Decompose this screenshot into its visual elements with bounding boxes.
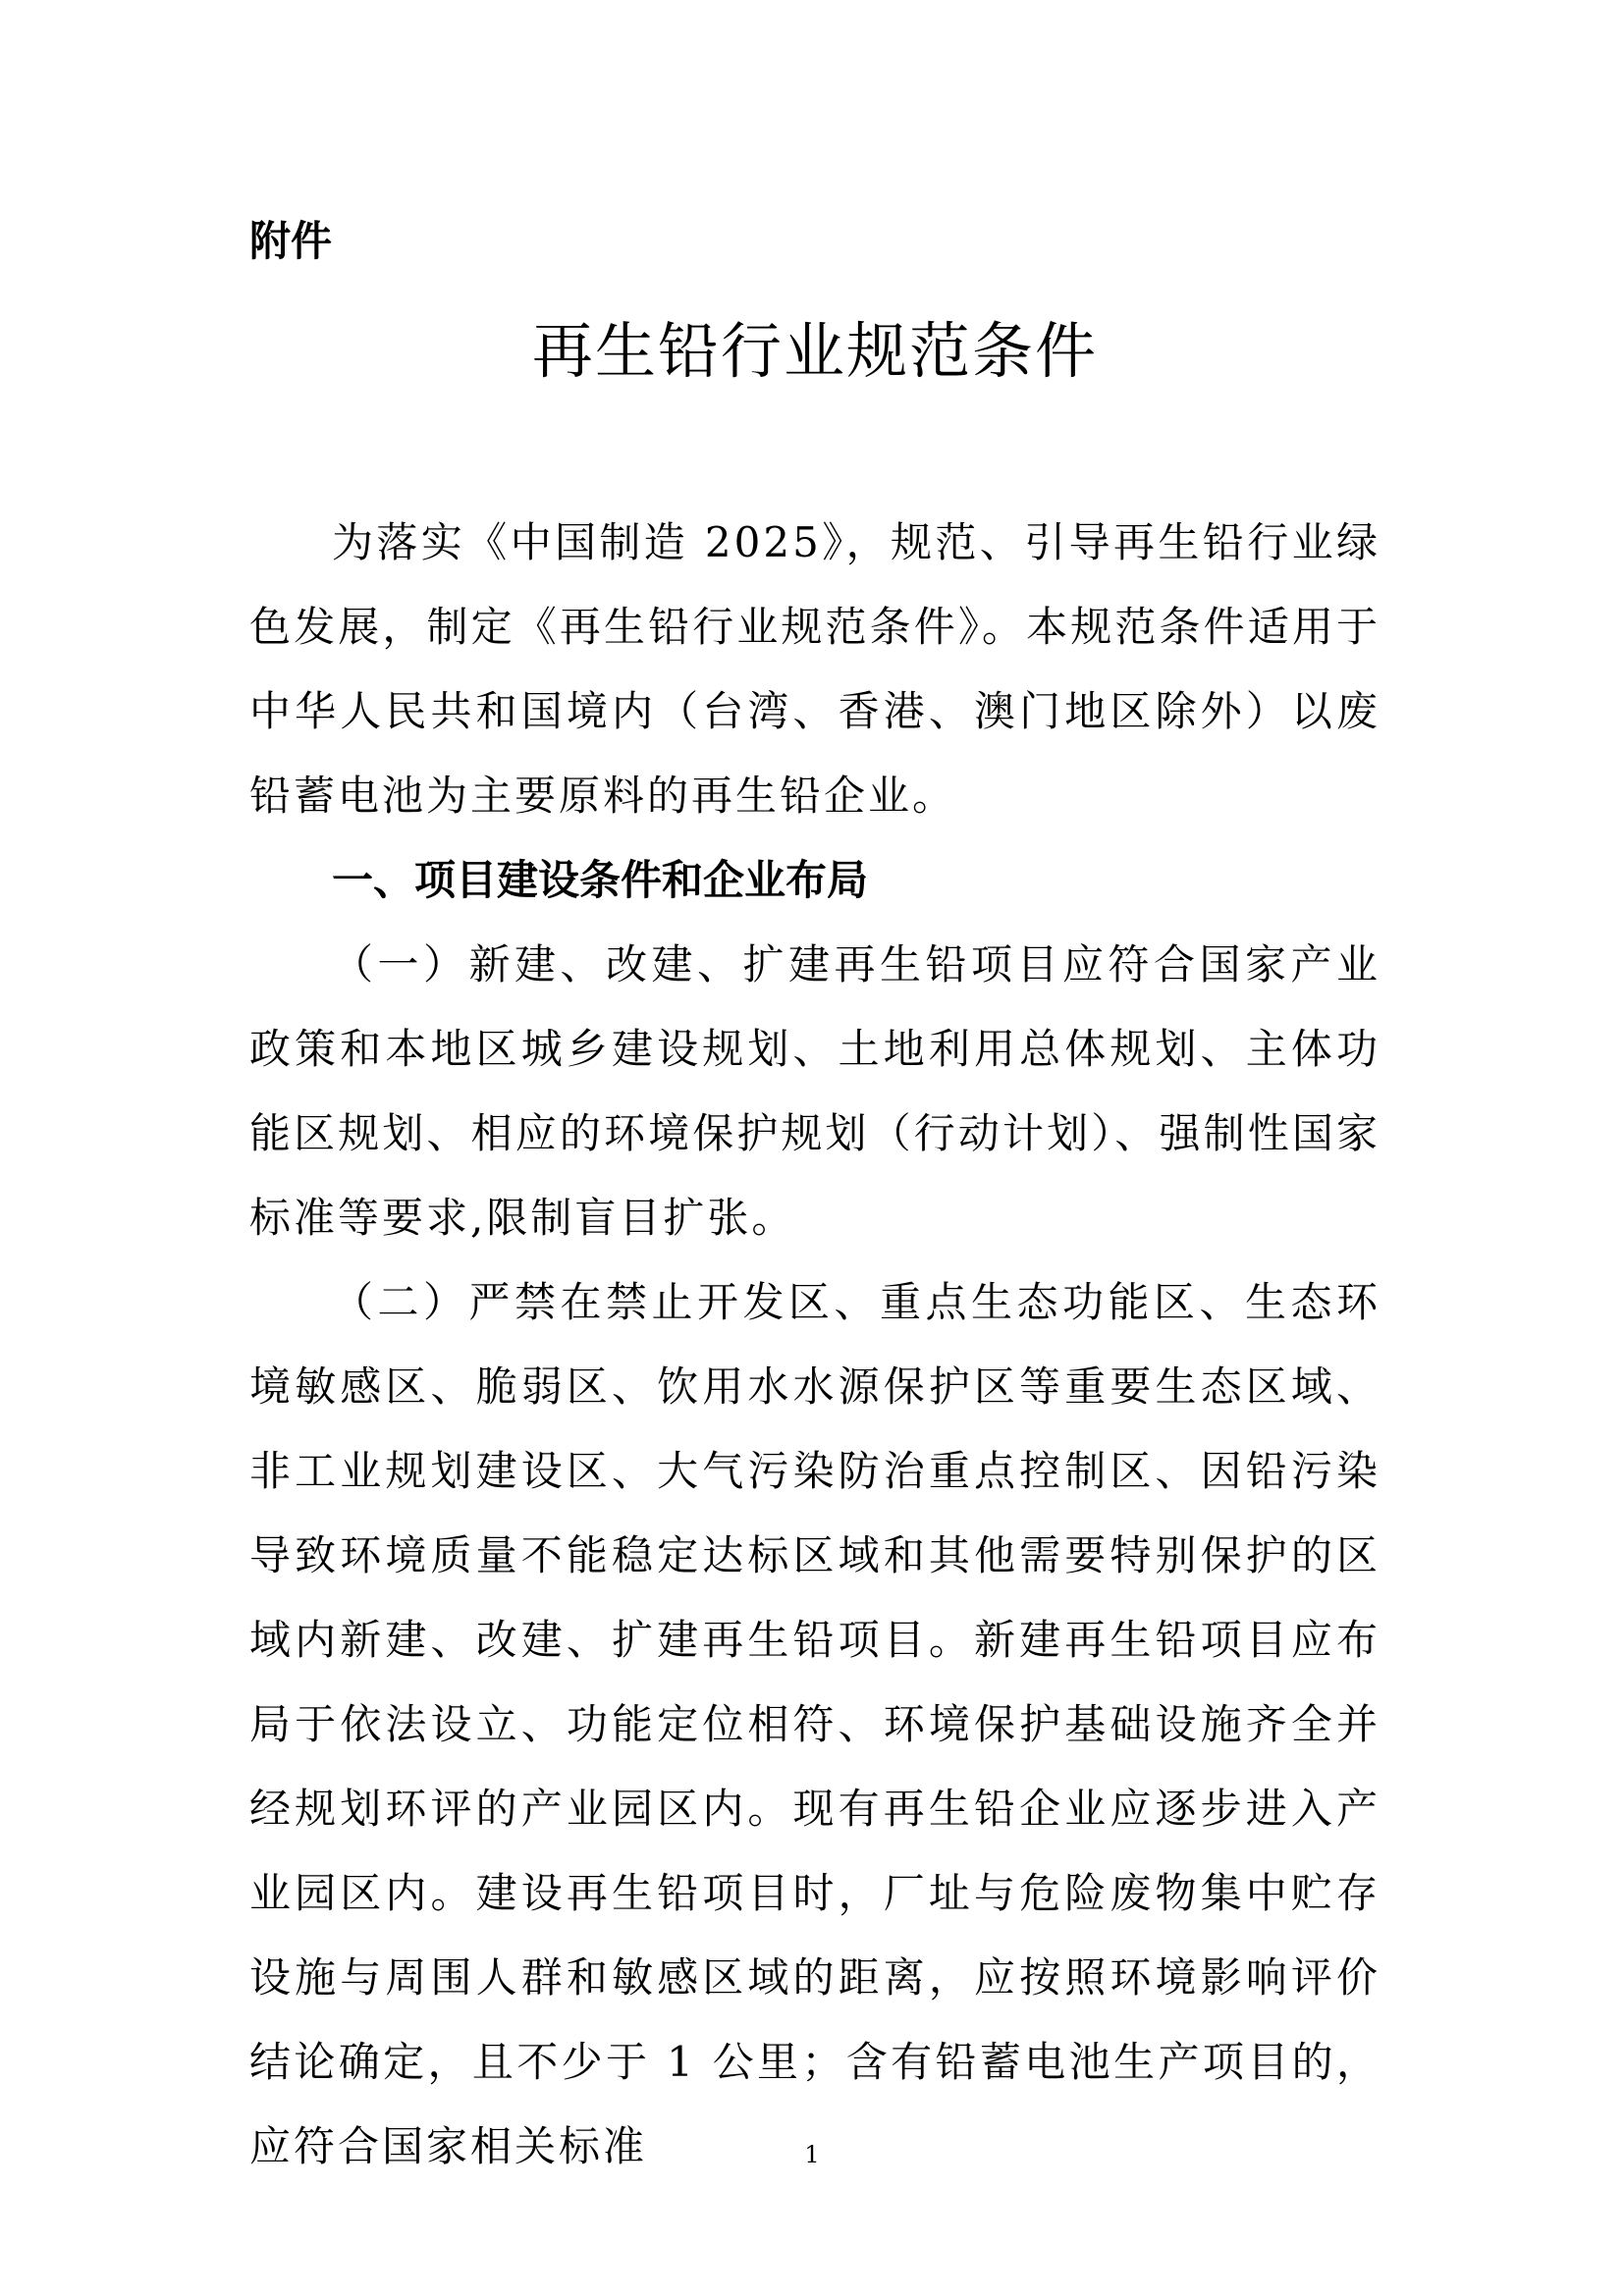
document-title: 再生铅行业规范条件 [531,315,1098,387]
attachment-label: 附件 [249,217,333,265]
clause-1-paragraph: （一）新建、改建、扩建再生铅项目应符合国家产业政策和本地区城乡建设规划、土地利用总体规划、主体功能区规划、相应的环境保护规划（行动计划）、强制性国家标准等要求,限制盲目扩张。 [249,940,1380,1242]
document-body [249,501,1380,2189]
intro-paragraph: 为落实《中国制造 2025》，规范、引导再生铅行业绿色发展，制定《再生铅行业规范条件》。本规范条件适用于中华人民共和国境内（台湾、香港、澳门地区除外）以废铅蓄电池为主要原料的再生铅企业。 [249,518,1380,820]
clause-2-paragraph: （二）严禁在禁止开发区、重点生态功能区、生态环境敏感区、脆弱区、饮用水水源保护区等重要生态区域、非工业规划建设区、大气污染防治重点控制区、因铅污染导致环境质量不能稳定达标区域和其他需要特别保护的区域内新建、改建、扩建再生铅项目。新建再生铅项目应布局于依法设立、功能定位相符、环境保护基础设施齐全并经规划环评的产业园区内。现有再生铅企业应逐步进入产业园区内。建设再生铅项目时，厂址与危险废物集中贮存设施与周围人群和敏感区域的距离，应按照环境影响评价结论确定，且不少于 1 公里；含有铅蓄电池生产项目的，应符合国家相关标准 [249,1278,1380,2170]
section-heading: 一、项目建设条件和企业布局 [332,856,869,904]
page-number: 1 [804,2141,820,2168]
